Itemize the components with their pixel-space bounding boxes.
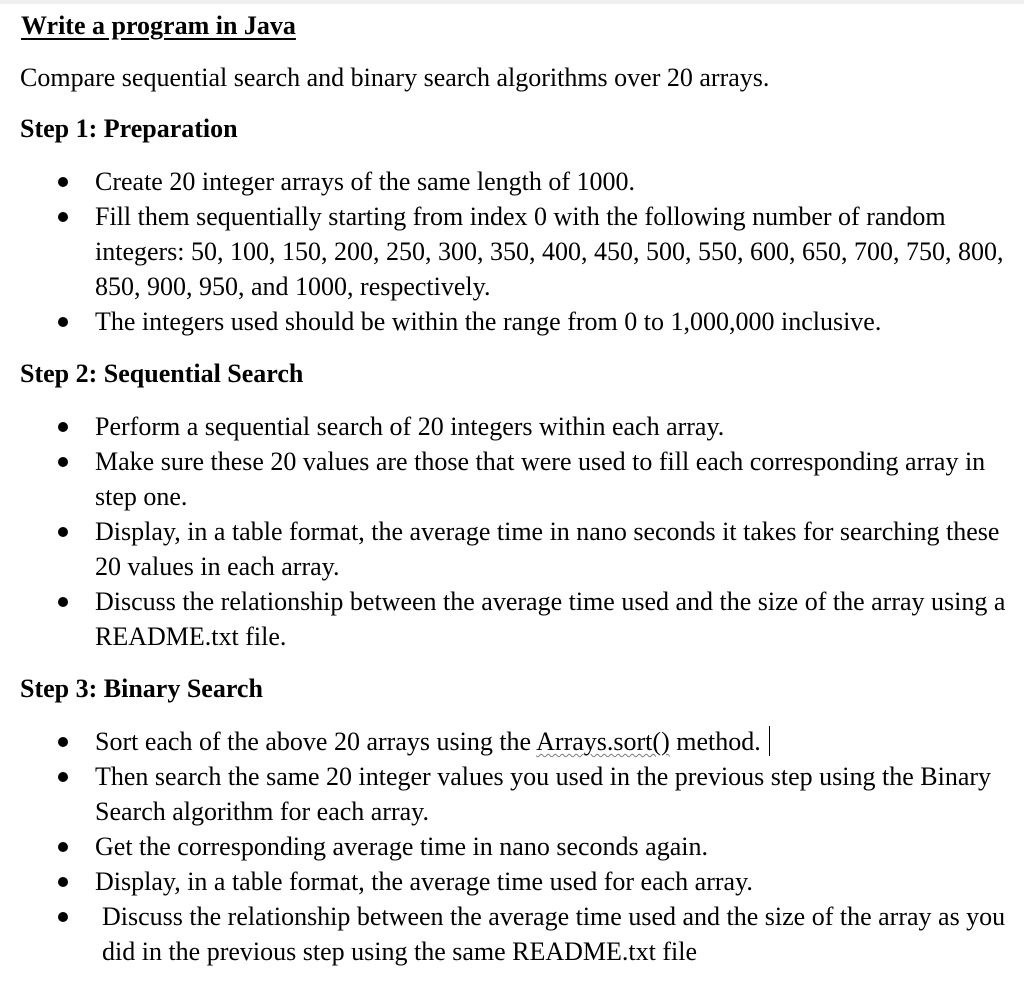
step2-list [20, 409, 1010, 654]
bullet-icon [58, 317, 68, 327]
list-item-text: Display, in a table format, the average time used for each array. [95, 867, 753, 896]
bullet-icon [58, 212, 68, 222]
list-item-text: Then search the same 20 integer values you used in the previous step using the Binary Search algorithm for each array. [95, 762, 992, 826]
list-item [20, 514, 1010, 584]
step2-heading: Step 2: Sequential Search [20, 359, 304, 388]
list-item [20, 864, 1010, 899]
list-item [20, 829, 1010, 864]
step1-heading: Step 1: Preparation [20, 114, 238, 143]
list-item [20, 444, 1010, 514]
list-item-text: Fill them sequentially starting from index 0 with the following number of random integers: 50, 100, 150, 200, 250, 300, 350, 400, 450, 500, 550, 600, 650, 700, 750, 800, 850, 900, 950, and 1000, respectively. [95, 202, 1004, 301]
list-item-text: Perform a sequential search of 20 integers within each array. [95, 412, 725, 441]
bullet-icon [58, 597, 68, 607]
bullet-icon [58, 737, 68, 747]
text-cursor [769, 726, 770, 756]
step1-list [20, 164, 1010, 339]
page-top-border [0, 0, 1024, 4]
list-item-text: Make sure these 20 values are those that were used to fill each corresponding array in step one. [95, 447, 986, 511]
bullet-icon [58, 912, 68, 922]
bullet-icon [58, 877, 68, 887]
bullet-icon [58, 772, 68, 782]
list-item-text: Create 20 integer arrays of the same length of 1000. [95, 167, 636, 196]
bullet-icon [58, 527, 68, 537]
list-item [20, 724, 1010, 759]
list-item [20, 409, 1010, 444]
document-body [20, 9, 1010, 969]
list-item-text: Get the corresponding average time in nano seconds again. [95, 832, 708, 861]
list-item-text: The integers used should be within the range from 0 to 1,000,000 inclusive. [95, 307, 882, 336]
list-item [20, 899, 1010, 969]
list-item [20, 759, 1010, 829]
list-item-text: Discuss the relationship between the average time used and the size of the array using a README.txt file. [95, 587, 1006, 651]
spellcheck-word[interactable]: Arrays.sort() [536, 727, 670, 756]
list-item [20, 199, 1010, 304]
list-item [20, 304, 1010, 339]
bullet-icon [58, 842, 68, 852]
step3-heading: Step 3: Binary Search [20, 674, 263, 703]
list-item [20, 164, 1010, 199]
document-title: Write a program in Java [21, 11, 296, 40]
bullet-icon [58, 422, 68, 432]
list-item-text: method. [669, 727, 761, 756]
bullet-icon [58, 177, 68, 187]
list-item-text: Sort each of the above 20 arrays using the [95, 727, 537, 756]
bullet-icon [58, 457, 68, 467]
list-item-text: Display, in a table format, the average time in nano seconds it takes for searching these 20 values in each array. [95, 517, 1000, 581]
intro-paragraph: Compare sequential search and binary search algorithms over 20 arrays. [20, 63, 770, 92]
list-item [20, 584, 1010, 654]
step3-list [20, 724, 1010, 969]
list-item-text: Discuss the relationship between the average time used and the size of the array as you did in the previous step using the same README.txt file [102, 902, 1006, 966]
